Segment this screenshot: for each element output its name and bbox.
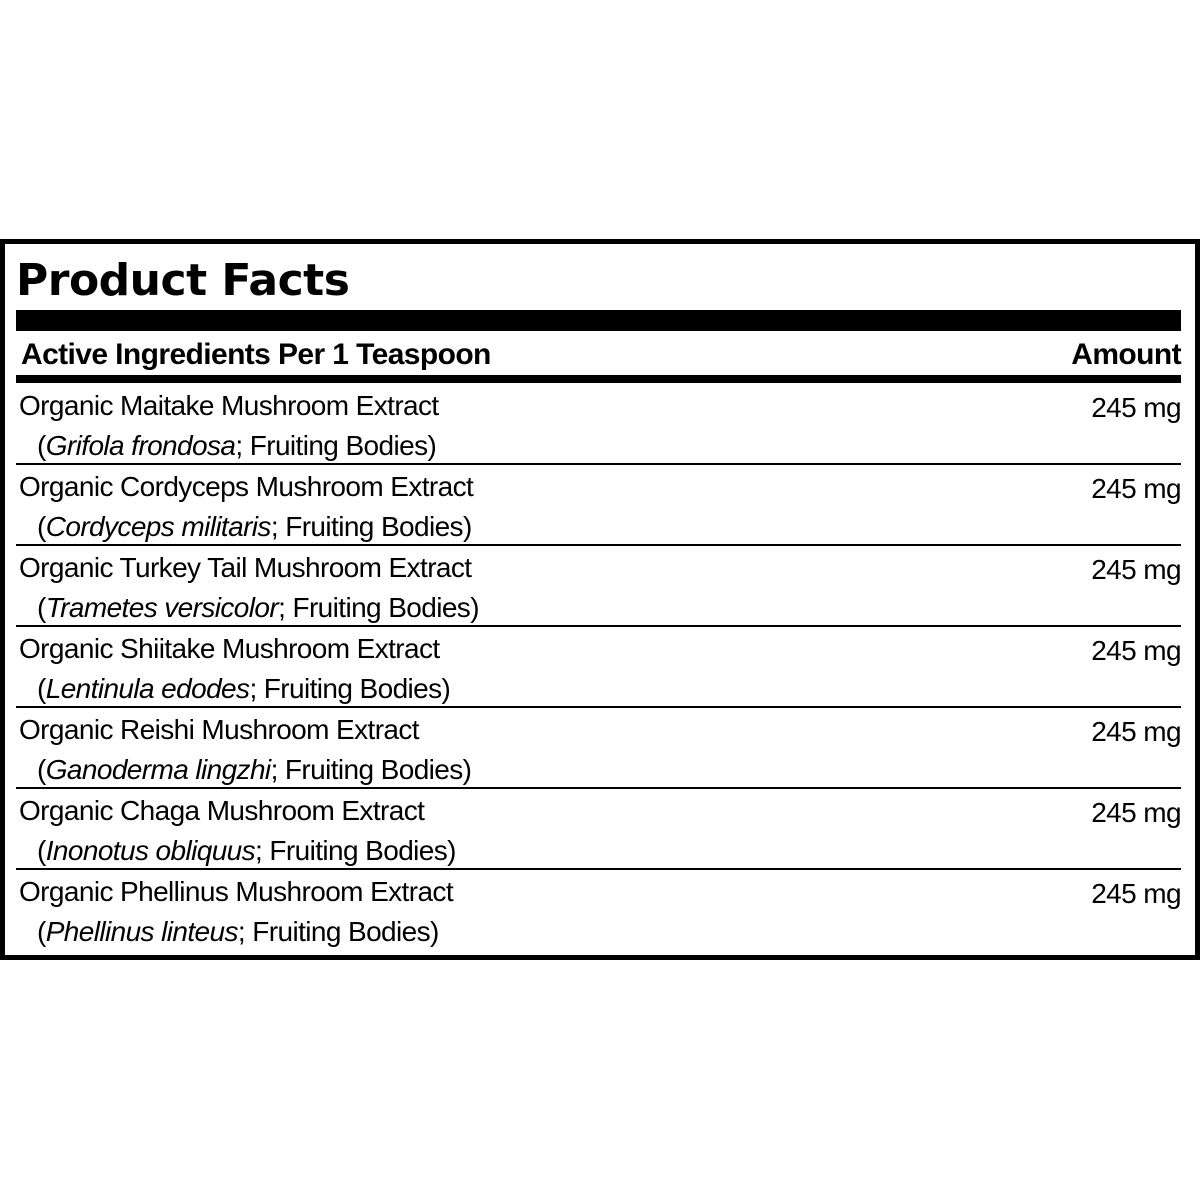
plant-part: ; Fruiting Bodies)	[278, 592, 479, 623]
plant-part: ; Fruiting Bodies)	[237, 916, 439, 947]
plant-part: ; Fruiting Bodies)	[270, 511, 472, 542]
ingredient-source: (Inonotus obliquus; Fruiting Bodies)	[37, 835, 456, 866]
ingredient-amount: 245 mg	[1091, 473, 1181, 504]
ingredient-source: (Trametes versicolor; Fruiting Bodies)	[37, 592, 479, 623]
plant-part: ; Fruiting Bodies)	[270, 754, 472, 785]
ingredient-name: Organic Cordyceps Mushroom Extract	[19, 471, 474, 502]
ingredient-amount: 245 mg	[1091, 392, 1181, 423]
species-name: Lentinula edodes	[45, 673, 250, 704]
ingredient-name: Organic Maitake Mushroom Extract	[19, 390, 439, 421]
species-name: Phellinus linteus	[45, 916, 238, 947]
ingredient-source: (Cordyceps militaris; Fruiting Bodies)	[37, 511, 472, 542]
ingredient-name: Organic Reishi Mushroom Extract	[19, 714, 419, 745]
ingredient-source: (Ganoderma lingzhi; Fruiting Bodies)	[37, 754, 472, 785]
ingredient-row	[16, 627, 1181, 708]
species-name: Cordyceps militaris	[45, 511, 271, 542]
plant-part: ; Fruiting Bodies)	[235, 430, 437, 461]
plant-part: ; Fruiting Bodies)	[249, 673, 451, 704]
ingredient-name: Organic Chaga Mushroom Extract	[19, 795, 425, 826]
header-divider	[16, 375, 1181, 383]
ingredient-name: Organic Turkey Tail Mushroom Extract	[19, 552, 472, 583]
ingredient-row	[16, 546, 1181, 627]
column-header-row	[16, 333, 1181, 377]
facts-title: Product Facts	[16, 255, 350, 306]
plant-part: ; Fruiting Bodies)	[255, 835, 456, 866]
ingredient-row	[16, 384, 1181, 465]
species-name: Inonotus obliquus	[45, 835, 256, 866]
ingredient-amount: 245 mg	[1091, 635, 1181, 666]
species-name: Grifola frondosa	[45, 430, 236, 461]
ingredient-source: (Phellinus linteus; Fruiting Bodies)	[37, 916, 439, 947]
amount-column-header: Amount	[1071, 338, 1181, 371]
ingredient-amount: 245 mg	[1091, 797, 1181, 828]
ingredient-row	[16, 870, 1181, 949]
species-name: Ganoderma lingzhi	[45, 754, 271, 785]
title-divider	[16, 310, 1181, 331]
species-name: Trametes versicolor	[45, 592, 279, 623]
ingredient-row	[16, 465, 1181, 546]
ingredient-amount: 245 mg	[1091, 554, 1181, 585]
ingredient-row	[16, 789, 1181, 870]
product-facts-panel	[0, 239, 1200, 960]
ingredients-column-header: Active Ingredients Per 1 Teaspoon	[21, 338, 491, 371]
ingredient-name: Organic Shiitake Mushroom Extract	[19, 633, 440, 664]
ingredient-list	[16, 384, 1181, 949]
ingredient-amount: 245 mg	[1091, 878, 1181, 909]
ingredient-row	[16, 708, 1181, 789]
ingredient-amount: 245 mg	[1091, 716, 1181, 747]
ingredient-name: Organic Phellinus Mushroom Extract	[19, 876, 453, 907]
ingredient-source: (Grifola frondosa; Fruiting Bodies)	[37, 430, 437, 461]
ingredient-source: (Lentinula edodes; Fruiting Bodies)	[37, 673, 451, 704]
